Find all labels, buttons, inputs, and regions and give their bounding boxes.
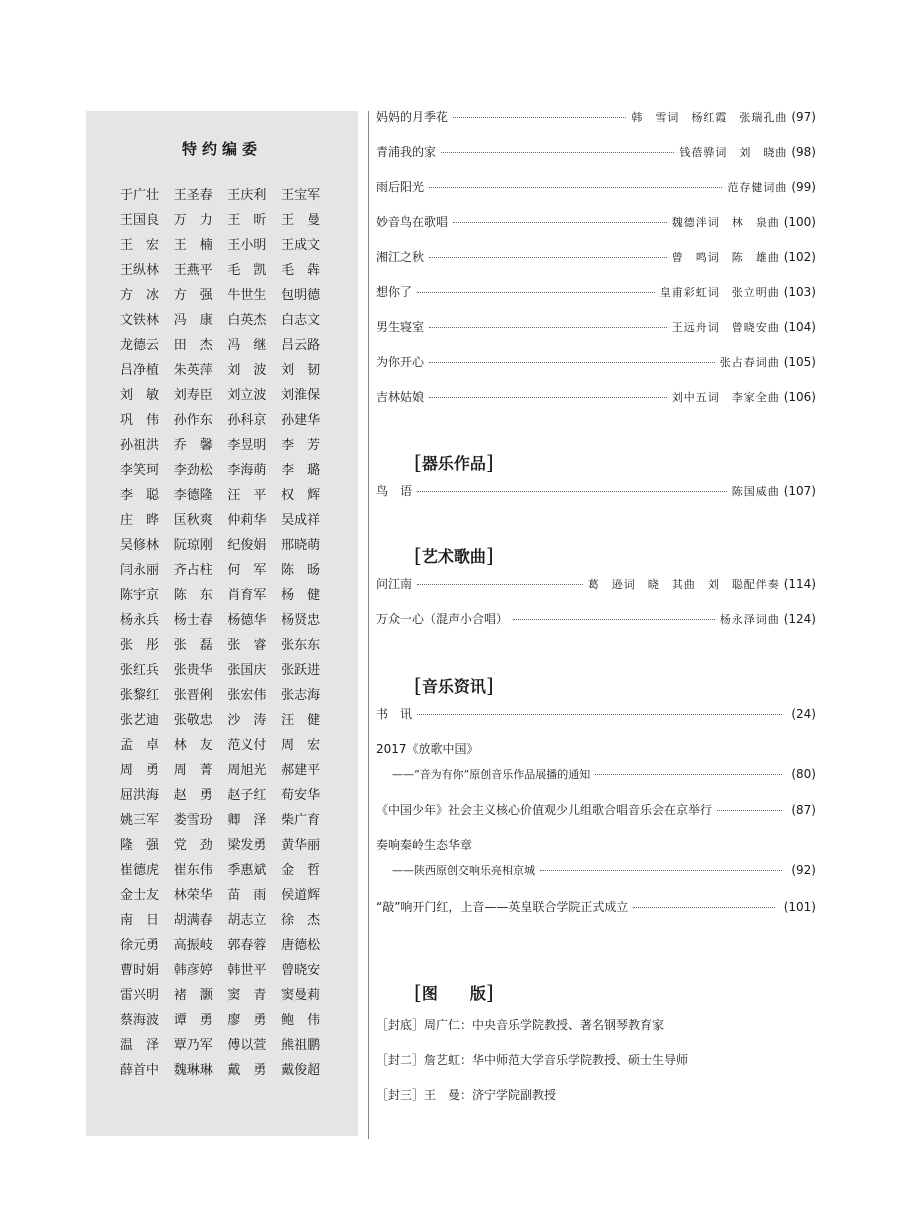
board-member-name: 张跃进 — [281, 663, 321, 678]
board-member-name: 熊祖鹏 — [281, 1038, 321, 1053]
name-row — [120, 234, 350, 259]
board-member-name: 张志海 — [281, 688, 321, 703]
board-member-name: 白志文 — [281, 313, 321, 328]
board-member-name: 吕净植 — [120, 363, 160, 378]
board-member-name: 张敬忠 — [173, 713, 213, 728]
board-member-name: 周旭光 — [227, 763, 267, 778]
toc-entry[interactable]: 为你开心 张占春词曲 (105) — [376, 355, 816, 369]
name-grid — [120, 184, 350, 1084]
board-member-name: 邢晓萌 — [281, 538, 321, 553]
name-row — [120, 1059, 350, 1084]
board-member-name: 郭春蓉 — [227, 938, 267, 953]
toc-entry[interactable]: ——陕西原创交响乐亮相京城 (92) — [392, 863, 816, 877]
name-row — [120, 809, 350, 834]
board-member-name: 纪俊娟 — [227, 538, 267, 553]
board-member-name: 柴广育 — [281, 813, 321, 828]
board-member-name: 冯 康 — [173, 313, 213, 328]
name-row — [120, 184, 350, 209]
board-member-name: 包明德 — [281, 288, 321, 303]
board-member-name: 褚 灏 — [173, 988, 213, 1003]
toc-entry[interactable]: 雨后阳光 范存健词曲 (99) — [376, 180, 816, 194]
toc-entry[interactable]: ——“音为有你”原创音乐作品展播的通知 (80) — [392, 767, 816, 781]
name-row — [120, 509, 350, 534]
board-member-name: 张 睿 — [227, 638, 267, 653]
board-member-name: 冯 继 — [227, 338, 267, 353]
name-row — [120, 259, 350, 284]
name-row — [120, 534, 350, 559]
board-member-name: 陈 旸 — [281, 563, 321, 578]
name-row — [120, 884, 350, 909]
board-member-name: 郝建平 — [281, 763, 321, 778]
board-member-name: 孟 卓 — [120, 738, 160, 753]
toc-entry[interactable]: 《中国少年》社会主义核心价值观少儿组歌合唱音乐会在京举行 (87) — [376, 803, 816, 817]
board-member-name: 汪 平 — [227, 488, 267, 503]
toc-entry[interactable]: 妈妈的月季花 韩 雪词 杨红霞 张瑞孔曲 (97) — [376, 110, 816, 124]
board-member-name: 卿 泽 — [227, 813, 267, 828]
board-member-name: 刘 韧 — [281, 363, 321, 378]
board-member-name: 田 杰 — [173, 338, 213, 353]
toc-entry[interactable]: 问江南 葛 逊词 晓 其曲 刘 聪配伴奏 (114) — [376, 577, 816, 591]
board-member-name: 孙作东 — [173, 413, 213, 428]
board-member-name: 何 军 — [227, 563, 267, 578]
section-heading-art-songs: [艺术歌曲] — [414, 543, 494, 567]
board-member-name: 娄雪玢 — [173, 813, 213, 828]
board-member-name: 曾晓安 — [281, 963, 321, 978]
board-member-name: 孙建华 — [281, 413, 321, 428]
board-member-name: 李昱明 — [227, 438, 267, 453]
section-heading-plates: [图 版] — [414, 980, 494, 1004]
name-row — [120, 559, 350, 584]
board-member-name: 谭 勇 — [173, 1013, 213, 1028]
board-member-name: 李 璐 — [281, 463, 321, 478]
board-member-name: 屈洪海 — [120, 788, 160, 803]
board-member-name: 乔 馨 — [173, 438, 213, 453]
name-row — [120, 484, 350, 509]
board-member-name: 高振岐 — [173, 938, 213, 953]
board-member-name: 戴 勇 — [227, 1063, 267, 1078]
board-member-name: 匡秋爽 — [173, 513, 213, 528]
name-row — [120, 409, 350, 434]
board-member-name: 杨士春 — [173, 613, 213, 628]
board-member-name: 隆 强 — [120, 838, 160, 853]
board-member-name: 胡志立 — [227, 913, 267, 928]
board-member-name: 李劲松 — [173, 463, 213, 478]
plate-entry: ［封底］周广仁：中央音乐学院教授、著名钢琴教育家 — [376, 1018, 665, 1032]
board-member-name: 曹时娟 — [120, 963, 160, 978]
board-member-name: 徐 杰 — [281, 913, 321, 928]
board-member-name: 金 哲 — [281, 863, 321, 878]
board-member-name: 仲莉华 — [227, 513, 267, 528]
toc-entry[interactable]: 湘江之秋 曾 鸣词 陈 雄曲 (102) — [376, 250, 816, 264]
board-member-name: 吴修林 — [120, 538, 160, 553]
board-member-name: 王小明 — [227, 238, 267, 253]
name-row — [120, 859, 350, 884]
board-member-name: 周 菁 — [173, 763, 213, 778]
board-member-name: 李笑珂 — [120, 463, 160, 478]
board-member-name: 吕云路 — [281, 338, 321, 353]
board-member-name: 龙德云 — [120, 338, 160, 353]
name-row — [120, 784, 350, 809]
board-member-name: 温 泽 — [120, 1038, 160, 1053]
section-heading-music-news: [音乐资讯] — [414, 673, 494, 697]
board-member-name: 方 冰 — [120, 288, 160, 303]
name-row — [120, 709, 350, 734]
board-member-name: 唐德松 — [281, 938, 321, 953]
board-member-name: 刘立波 — [227, 388, 267, 403]
toc-entry[interactable]: “敲”响开门红，上音——英皇联合学院正式成立 (101) — [376, 900, 816, 914]
board-member-name: 齐占柱 — [173, 563, 213, 578]
section-heading-instrumental: [器乐作品] — [414, 450, 494, 474]
board-member-name: 毛 凯 — [227, 263, 267, 278]
name-row — [120, 909, 350, 934]
name-row — [120, 434, 350, 459]
board-member-name: 姚三军 — [120, 813, 160, 828]
name-row — [120, 359, 350, 384]
board-member-name: 张国庆 — [227, 663, 267, 678]
name-row — [120, 284, 350, 309]
board-member-name: 王庆利 — [227, 188, 267, 203]
news-title[interactable]: 2017《放歌中国》 — [376, 742, 479, 756]
board-member-name: 崔东伟 — [173, 863, 213, 878]
name-row — [120, 759, 350, 784]
board-member-name: 张艺迪 — [120, 713, 160, 728]
board-member-name: 王 曼 — [281, 213, 321, 228]
board-member-name: 杨贤忠 — [281, 613, 321, 628]
board-member-name: 王成文 — [281, 238, 321, 253]
board-member-name: 杨 健 — [281, 588, 321, 603]
board-member-name: 李 聪 — [120, 488, 160, 503]
news-title[interactable]: 奏响秦岭生态华章 — [376, 838, 473, 852]
board-member-name: 王 楠 — [173, 238, 213, 253]
board-member-name: 杨永兵 — [120, 613, 160, 628]
name-row — [120, 934, 350, 959]
board-member-name: 崔德虎 — [120, 863, 160, 878]
board-member-name: 范义付 — [227, 738, 267, 753]
plate-entry: ［封二］詹艺虹：华中师范大学音乐学院教授、硕士生导师 — [376, 1053, 689, 1067]
board-member-name: 薛首中 — [120, 1063, 160, 1078]
board-member-name: 权 辉 — [281, 488, 321, 503]
name-row — [120, 309, 350, 334]
board-member-name: 沙 涛 — [227, 713, 267, 728]
board-member-name: 文铁林 — [120, 313, 160, 328]
board-member-name: 苗 雨 — [227, 888, 267, 903]
name-row — [120, 459, 350, 484]
board-member-name: 王 宏 — [120, 238, 160, 253]
board-member-name: 张红兵 — [120, 663, 160, 678]
board-member-name: 廖 勇 — [227, 1013, 267, 1028]
toc-entry[interactable]: 书 讯 (24) — [376, 707, 816, 721]
toc-entry[interactable]: 鸟 语 陈国威曲 (107) — [376, 484, 816, 498]
board-member-name: 韩世平 — [227, 963, 267, 978]
toc-entry[interactable]: 吉林姑娘 刘中五词 李家全曲 (106) — [376, 390, 816, 404]
board-member-name: 周 宏 — [281, 738, 321, 753]
name-row — [120, 584, 350, 609]
board-member-name: 刘 敏 — [120, 388, 160, 403]
board-member-name: 胡满春 — [173, 913, 213, 928]
toc-entry[interactable]: 青浦我的家 钱蓓骅词 刘 晓曲 (98) — [376, 145, 816, 159]
board-member-name: 赵子红 — [227, 788, 267, 803]
board-member-name: 王国良 — [120, 213, 160, 228]
board-member-name: 肖育军 — [227, 588, 267, 603]
board-member-name: 孙祖洪 — [120, 438, 160, 453]
board-member-name: 毛 犇 — [281, 263, 321, 278]
name-row — [120, 959, 350, 984]
board-member-name: 陈 东 — [173, 588, 213, 603]
name-row — [120, 634, 350, 659]
board-member-name: 魏琳琳 — [173, 1063, 213, 1078]
board-member-name: 傅以萱 — [227, 1038, 267, 1053]
board-member-name: 王宝军 — [281, 188, 321, 203]
panel-title: 特约编委 — [181, 140, 262, 158]
name-row — [120, 734, 350, 759]
board-member-name: 李海萌 — [227, 463, 267, 478]
board-member-name: 窦 青 — [227, 988, 267, 1003]
board-member-name: 张宏伟 — [227, 688, 267, 703]
name-row — [120, 334, 350, 359]
board-member-name: 周 勇 — [120, 763, 160, 778]
board-member-name: 戴俊超 — [281, 1063, 321, 1078]
board-member-name: 刘寿臣 — [173, 388, 213, 403]
board-member-name: 荀安华 — [281, 788, 321, 803]
name-row — [120, 659, 350, 684]
board-member-name: 张 磊 — [173, 638, 213, 653]
board-member-name: 张黎红 — [120, 688, 160, 703]
name-row — [120, 1009, 350, 1034]
board-member-name: 王圣春 — [173, 188, 213, 203]
board-member-name: 吴成祥 — [281, 513, 321, 528]
toc-entry[interactable]: 妙音鸟在歌唱 魏德泮词 林 泉曲 (100) — [376, 215, 816, 229]
board-member-name: 覃乃军 — [173, 1038, 213, 1053]
plate-entry: ［封三］王 曼：济宁学院副教授 — [376, 1088, 557, 1102]
board-member-name: 朱英萍 — [173, 363, 213, 378]
board-member-name: 杨德华 — [227, 613, 267, 628]
board-member-name: 白英杰 — [227, 313, 267, 328]
board-member-name: 赵 勇 — [173, 788, 213, 803]
board-member-name: 侯道辉 — [281, 888, 321, 903]
toc-entry[interactable]: 想你了 皇甫彩虹词 张立明曲 (103) — [376, 285, 816, 299]
board-member-name: 闫永丽 — [120, 563, 160, 578]
board-member-name: 梁发勇 — [227, 838, 267, 853]
toc-entry[interactable]: 男生寝室 王远舟词 曾晓安曲 (104) — [376, 320, 816, 334]
board-member-name: 孙科京 — [227, 413, 267, 428]
board-member-name: 窦曼莉 — [281, 988, 321, 1003]
board-member-name: 万 力 — [173, 213, 213, 228]
board-member-name: 阮琼刚 — [173, 538, 213, 553]
board-member-name: 于广壮 — [120, 188, 160, 203]
toc-entry[interactable]: 万众一心（混声小合唱） 杨永泽词曲 (124) — [376, 612, 816, 626]
board-member-name: 雷兴明 — [120, 988, 160, 1003]
name-row — [120, 609, 350, 634]
board-member-name: 金士友 — [120, 888, 160, 903]
board-member-name: 南 日 — [120, 913, 160, 928]
board-member-name: 徐元勇 — [120, 938, 160, 953]
column-divider — [368, 111, 369, 1139]
board-member-name: 巩 伟 — [120, 413, 160, 428]
board-member-name: 庄 晔 — [120, 513, 160, 528]
name-row — [120, 984, 350, 1009]
board-member-name: 王 昕 — [227, 213, 267, 228]
board-member-name: 王燕平 — [173, 263, 213, 278]
board-member-name: 蔡海波 — [120, 1013, 160, 1028]
name-row — [120, 834, 350, 859]
board-member-name: 刘 波 — [227, 363, 267, 378]
editorial-board-panel — [86, 111, 358, 1136]
board-member-name: 陈宇京 — [120, 588, 160, 603]
board-member-name: 刘淮保 — [281, 388, 321, 403]
board-member-name: 季惠斌 — [227, 863, 267, 878]
board-member-name: 方 强 — [173, 288, 213, 303]
board-member-name: 党 劲 — [173, 838, 213, 853]
board-member-name: 黄华丽 — [281, 838, 321, 853]
board-member-name: 韩彦婷 — [173, 963, 213, 978]
board-member-name: 王纵林 — [120, 263, 160, 278]
board-member-name: 李德隆 — [173, 488, 213, 503]
name-row — [120, 1034, 350, 1059]
board-member-name: 李 芳 — [281, 438, 321, 453]
name-row — [120, 384, 350, 409]
name-row — [120, 684, 350, 709]
board-member-name: 张贵华 — [173, 663, 213, 678]
board-member-name: 鲍 伟 — [281, 1013, 321, 1028]
board-member-name: 林荣华 — [173, 888, 213, 903]
board-member-name: 张晋俐 — [173, 688, 213, 703]
board-member-name: 汪 健 — [281, 713, 321, 728]
board-member-name: 张东东 — [281, 638, 321, 653]
board-member-name: 牛世生 — [227, 288, 267, 303]
name-row — [120, 209, 350, 234]
board-member-name: 张 彤 — [120, 638, 160, 653]
board-member-name: 林 友 — [173, 738, 213, 753]
